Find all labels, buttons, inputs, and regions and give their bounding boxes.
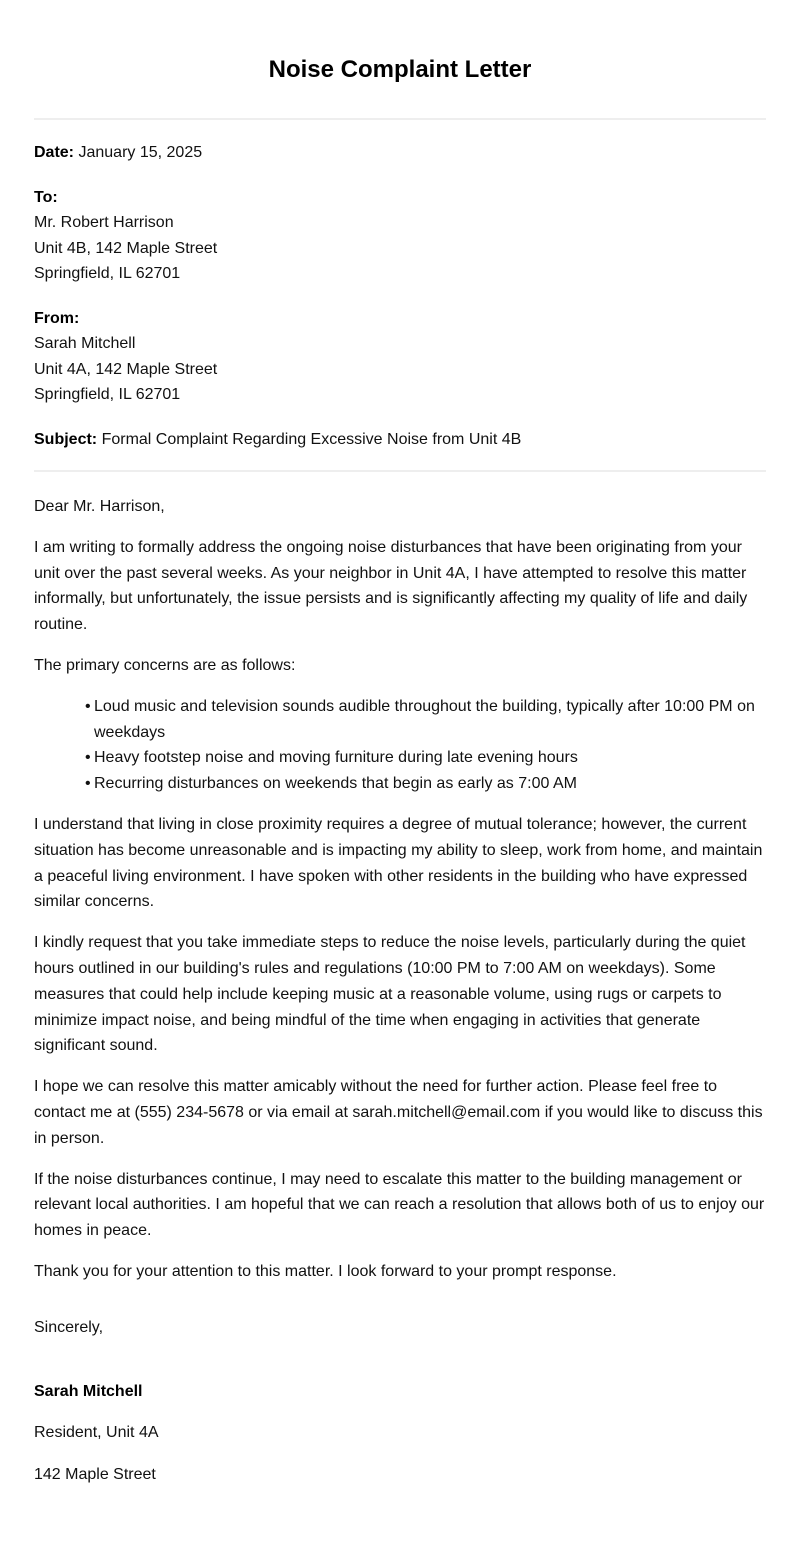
bullet-icon: • [85,749,91,767]
letter-page [34,0,766,1488]
subject-line [34,427,766,453]
list-item [85,694,766,746]
recipient-address-line: Unit 4B, 142 Maple Street [34,239,218,257]
signature-address: 142 Maple Street [34,1466,156,1484]
escalation-paragraph: If the noise disturbances continue, I may need to escalate this matter to the building management or relevant local authorities. I am hopeful that we can reach a resolution that allows both of us to enjoy our homes in peace. [34,1170,765,1240]
concerns-list [34,694,766,797]
date-label: Date: [34,144,75,161]
concern-text: Recurring disturbances on weekends that begin as early as 7:00 AM [94,775,577,793]
sender-address-line: Unit 4A, 142 Maple Street [34,360,218,378]
contact-paragraph: I hope we can resolve this matter amicably without the need for further action. Please feel free to contact me at (555) 234-5678 or via email at sarah.mitchell@email.com if you would like to discuss this in person. [34,1078,763,1147]
sender-block [34,306,766,408]
closing: Sincerely, [34,1318,104,1336]
concerns-intro: The primary concerns are as follows: [34,656,296,674]
recipient-city-line: Springfield, IL 62701 [34,265,181,282]
letter-title: Noise Complaint Letter [268,56,532,83]
to-label: To: [34,188,58,206]
concern-text: Heavy footstep noise and moving furniture during late evening hours [94,749,578,767]
request-paragraph: I kindly request that you take immediate steps to reduce the noise levels, particularly during the quiet hours outlined in our building's rules and regulations (10:00 PM to 7:00 AM on weekdays). Some measures that could help include keeping music at a reasonable volume, using rugs or carpets to minimize impact noise, and being mindful of the time when engaging in activities that generate significant sound. [34,934,746,1055]
subject-label: Subject: [34,430,98,448]
thanks-paragraph: Thank you for your attention to this matter. I look forward to your prompt response. [34,1262,617,1280]
date-line [34,140,766,166]
list-item [85,745,766,771]
understanding-paragraph: I understand that living in close proximity requires a degree of mutual tolerance; however, the current situation has become unreasonable and is impacting my ability to sleep, work from home, and maintain a peaceful living environment. I have spoken with other residents in the building who have expressed similar concerns. [34,815,763,911]
bullet-icon: • [85,775,91,793]
sender-city-line: Springfield, IL 62701 [34,386,181,403]
header-divider [34,118,766,120]
from-label: From: [34,309,80,327]
sender-name: Sarah Mitchell [34,335,136,352]
recipient-name: Mr. Robert Harrison [34,214,174,231]
recipient-block [34,185,766,287]
bullet-icon: • [85,697,91,715]
list-item [85,771,766,797]
body-divider [34,470,766,472]
subject-value: Formal Complaint Regarding Excessive Noise from Unit 4B [101,430,522,448]
date-value: January 15, 2025 [78,144,203,161]
greeting: Dear Mr. Harrison, [34,498,165,515]
signature-name: Sarah Mitchell [34,1382,143,1400]
concern-text: Loud music and television sounds audible throughout the building, typically after 10:00 PM on weekdays [94,697,755,741]
intro-paragraph: I am writing to formally address the ongoing noise disturbances that have been originating from your unit over the past several weeks. As your neighbor in Unit 4A, I have attempted to resolve this matter informally, but unfortunately, the issue persists and is significantly affecting my quality of life and daily routine. [34,538,748,634]
signature-title: Resident, Unit 4A [34,1424,159,1442]
